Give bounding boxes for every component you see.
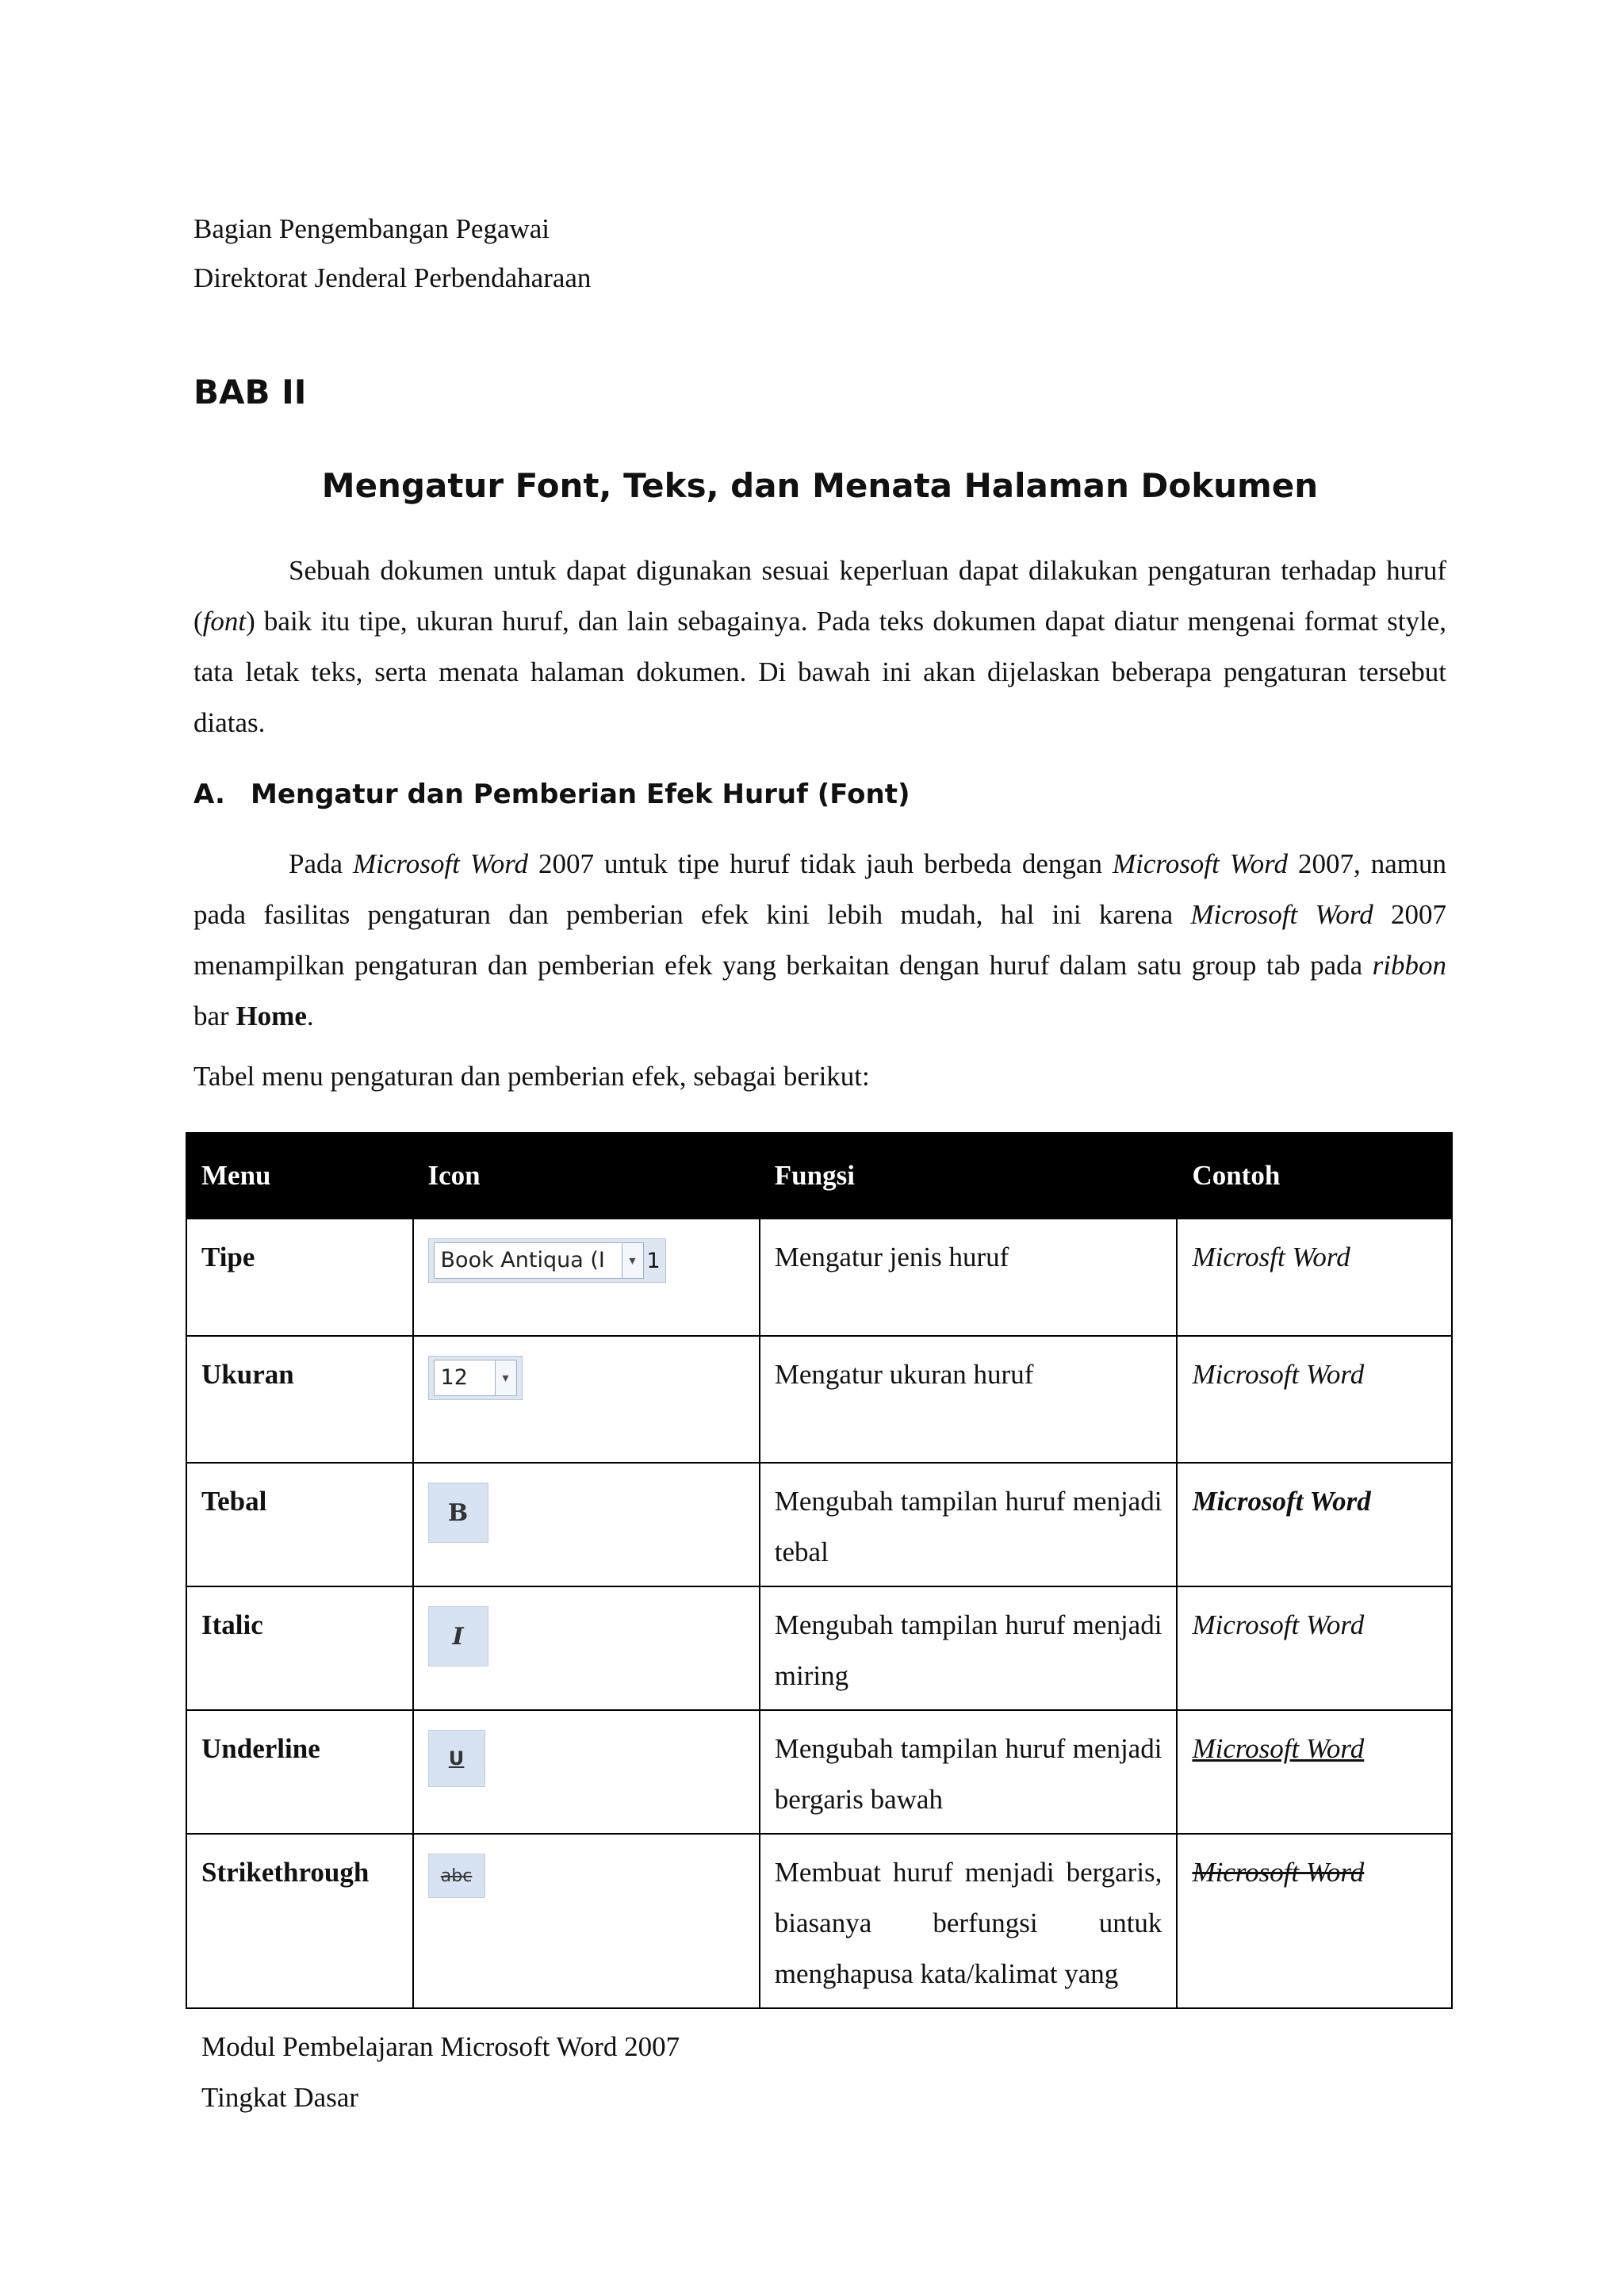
chapter-heading: BAB II (193, 373, 307, 411)
contoh-cell: Microsoft Word (1177, 1834, 1452, 2008)
icon-cell (413, 1463, 760, 1586)
font-menu-table (186, 1132, 1453, 2009)
menu-cell: Italic (186, 1586, 413, 1710)
icon-cell (413, 1834, 760, 2008)
document-header (193, 205, 591, 303)
contoh-cell: Microsft Word (1177, 1219, 1452, 1336)
table-row (186, 1463, 1452, 1586)
contoh-cell: Microsoft Word (1177, 1586, 1452, 1710)
italic-icon: I (428, 1606, 488, 1667)
font-name-combo-icon: Book Antiqua (I ▾ 1 (428, 1238, 666, 1283)
fungsi-cell: Mengubah tampilan huruf menjadi tebal (760, 1463, 1178, 1586)
menu-cell: Strikethrough (186, 1834, 413, 2008)
document-footer (201, 2022, 680, 2123)
fungsi-cell: Mengatur jenis huruf (760, 1219, 1178, 1336)
fungsi-cell: Membuat huruf menjadi bergaris, biasanya berfungsi untuk menghapusa kata/kalimat yang (760, 1834, 1178, 2008)
contoh-cell: Microsoft Word (1177, 1336, 1452, 1463)
font-size-combo-icon: 12 ▾ (428, 1356, 523, 1400)
header-contoh: Contoh (1177, 1133, 1452, 1219)
intro-paragraph: Sebuah dokumen untuk dapat digunakan sesuai keperluan dapat dilakukan pengaturan terhadap huruf (font) baik itu tipe, ukuran huruf, dan lain sebagainya. Pada teks dokumen dapat diatur mengenai format style, tata letak teks, serta menata halaman dokumen. Di bawah ini akan dijelaskan beberapa pengaturan tersebut diatas. (193, 555, 1446, 738)
bold-icon: B (428, 1483, 488, 1543)
header-line-2: Direktorat Jenderal Perbendaharaan (193, 262, 592, 293)
header-fungsi: Fungsi (760, 1133, 1178, 1219)
fungsi-cell: Mengatur ukuran huruf (760, 1336, 1178, 1463)
font-paragraph: Pada Microsoft Word 2007 untuk tipe huruf tidak jauh berbeda dengan Microsoft Word 2007, namun pada fasilitas pengaturan dan pemberian efek kini lebih mudah, hal ini karena Microsoft Word 2007 menampilkan pengaturan dan pemberian efek yang berkaitan dengan huruf dalam satu group tab pada ribbon bar Home. (193, 848, 1446, 1031)
menu-cell: Underline (186, 1710, 413, 1834)
table-row (186, 1219, 1452, 1336)
table-row (186, 1336, 1452, 1463)
menu-cell: Ukuran (186, 1336, 413, 1463)
underline-icon: U (428, 1730, 485, 1787)
table-row (186, 1586, 1452, 1710)
icon-cell (413, 1336, 760, 1463)
header-icon: Icon (413, 1133, 760, 1219)
section-title: Mengatur dan Pemberian Efek Huruf (Font) (251, 779, 910, 810)
header-line-1: Bagian Pengembangan Pegawai (193, 213, 550, 244)
icon-cell (413, 1586, 760, 1710)
fungsi-cell: Mengubah tampilan huruf menjadi bergaris bawah (760, 1710, 1178, 1834)
table-row (186, 1834, 1452, 2008)
contoh-cell: Microsoft Word (1177, 1710, 1452, 1834)
page-title: Mengatur Font, Teks, dan Menata Halaman Dokumen (321, 466, 1319, 505)
fungsi-cell: Mengubah tampilan huruf menjadi miring (760, 1586, 1178, 1710)
table-header-row (186, 1133, 1452, 1219)
table-row (186, 1710, 1452, 1834)
strikethrough-icon: abc (428, 1854, 485, 1898)
footer-line-2: Tingkat Dasar (201, 2082, 359, 2113)
footer-line-1: Modul Pembelajaran Microsoft Word 2007 (201, 2031, 680, 2062)
menu-cell: Tebal (186, 1463, 413, 1586)
contoh-cell: Microsoft Word (1177, 1463, 1452, 1586)
icon-cell (413, 1710, 760, 1834)
menu-cell: Tipe (186, 1219, 413, 1336)
section-letter: A. (193, 779, 225, 810)
font-term: font (202, 606, 247, 637)
icon-cell (413, 1219, 760, 1336)
table-intro: Tabel menu pengaturan dan pemberian efek, sebagai berikut: (193, 1061, 870, 1092)
header-menu: Menu (186, 1133, 413, 1219)
section-heading (193, 779, 910, 810)
